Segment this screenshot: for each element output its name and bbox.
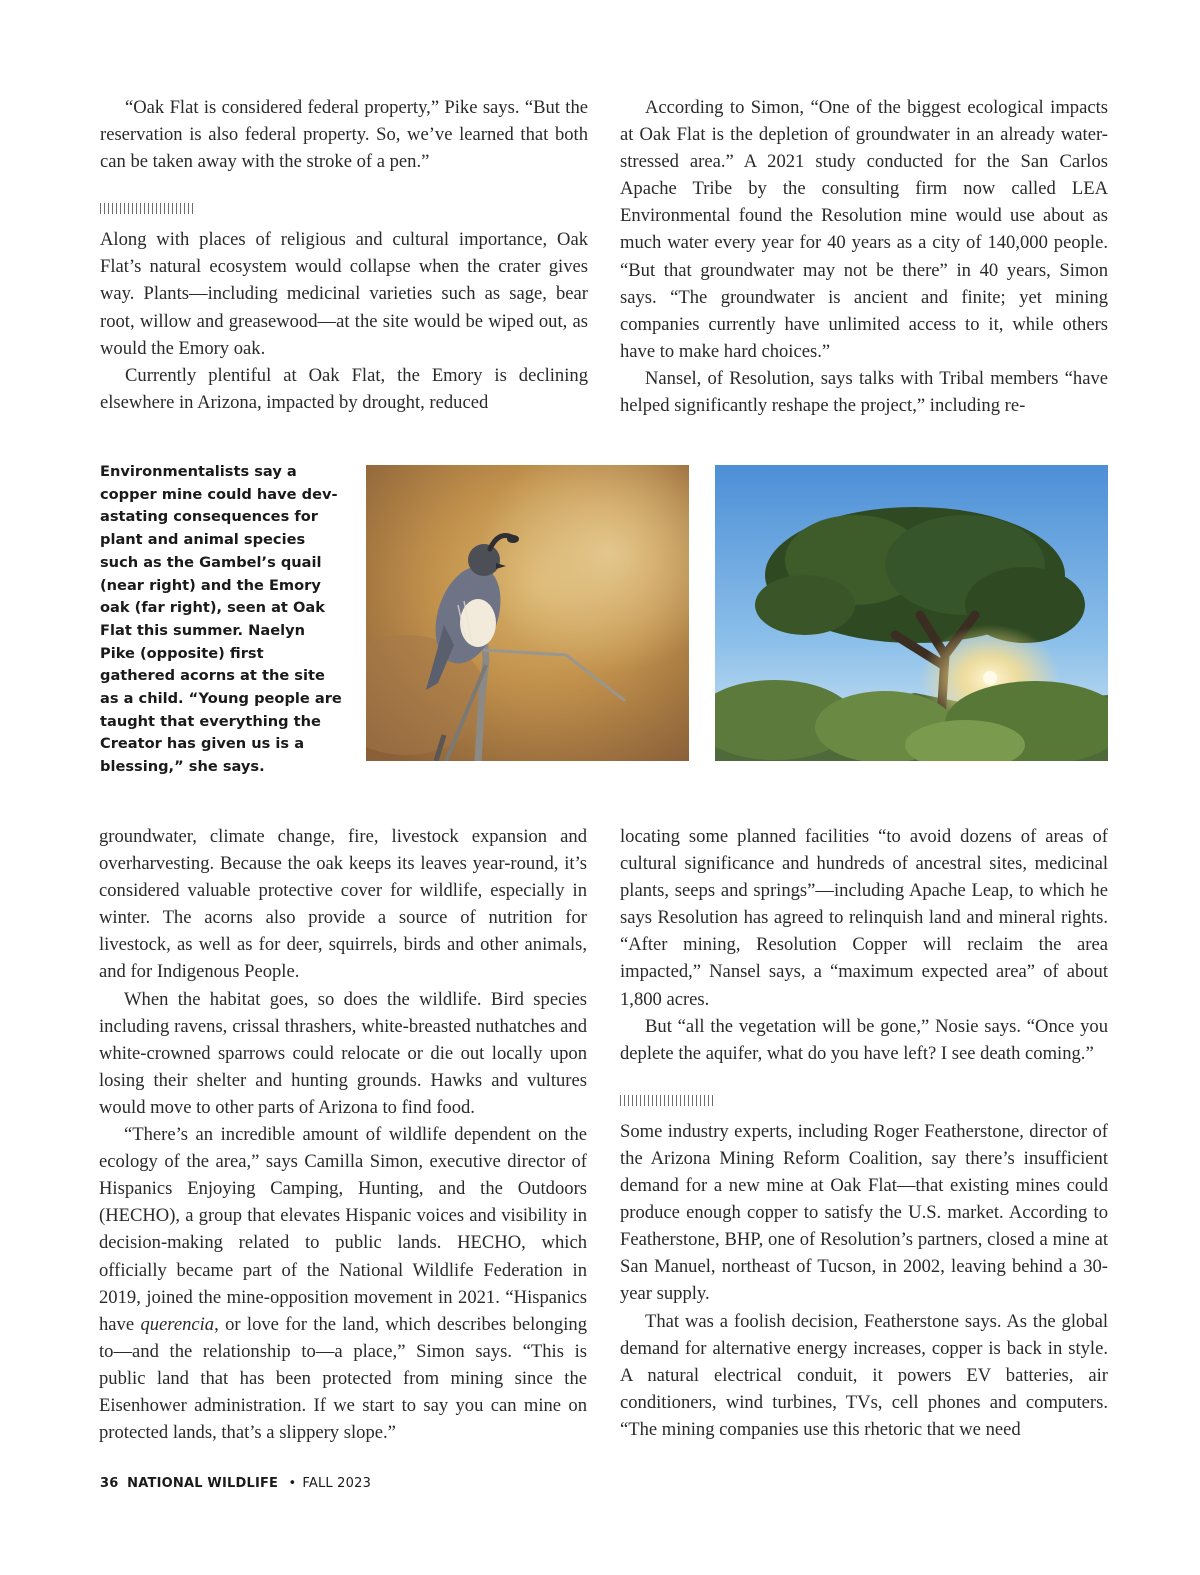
italic-term: querencia (140, 1313, 215, 1335)
paragraph-text: “There’s an incredible amount of wildlife dependent on the ecology of the area,” says Camilla Simon, executive director of Hispanics Enjoying Camping, Hunting, and the Outdoors (HECHO), a group that elevates Hispanic voices and visibility in decision-making related to public lands. HECHO, which officially became part of the National Wildlife Federation in 2019, joined the mine-opposition movement in 2021. “Hispanics have (99, 1124, 587, 1335)
page-number: 36 (100, 1476, 119, 1491)
photo-caption: Environmentalists say a copper mine could have devastating consequences for plant and animal species such as the Gambel’s quail (near right) and the Emory oak (far right), seen at Oak Flat this summer. Naelyn Pike (opposite) first gathered acorns at the site as a child. “Young people are taught that everything the Creator has given us is a blessing,” she says. (100, 463, 342, 776)
paragraph: “Oak Flat is considered federal property,” Pike says. “But the reservation is also federal property. So, we’ve learned that both can be taken away with the stroke of a pen.” (100, 97, 588, 173)
paragraph: locating some planned facilities “to avoid dozens of areas of cultural significance and hundreds of ancestral sites, medicinal plants, seeps and springs”—including Apache Leap, to which he says Resolution has agreed to relinquish land and mineral rights. “After mining, Resolution Copper will reclaim the area impacted,” Nansel says, a “maximum expected area” of about 1,800 acres. (620, 826, 1108, 1010)
paragraph: That was a foolish decision, Featherstone says. As the global demand for alternative energy increases, copper is back in style. A natural electrical conduit, it powers EV batteries, air conditioners, wind turbines, TVs, cell phones and computers. “The mining companies use this rhetoric that we need (620, 1310, 1108, 1440)
footer-separator: • (288, 1476, 297, 1491)
magazine-name: NATIONAL WILDLIFE (127, 1476, 279, 1491)
paragraph: But “all the vegetation will be gone,” Nosie says. “Once you deplete the aquifer, what do you have left? I see death coming.” (620, 1015, 1108, 1064)
emory-oak-photo (715, 465, 1108, 761)
paragraph: When the habitat goes, so does the wildlife. Bird species including ravens, crissal thrashers, white-breasted nuthatches and white-crowned sparrows could relocate or die out locally upon losing their shelter and hunting grounds. Hawks and vultures would move to other parts of Arizona to find food. (99, 988, 587, 1118)
emory-oak-photo-icon (715, 465, 1108, 761)
quail-photo-icon (366, 465, 689, 761)
article-column-bottom-right (620, 823, 1108, 1443)
paragraph-text: , or love for the land, which describes belonging to—and the relationship to—a place,” Simon says. “This is public land that has been protected from mining since the Eisenhower administration. If we start to say you can mine on protected lands, that’s a slippery slope.” (99, 1313, 587, 1444)
paragraph: Some industry experts, including Roger Featherstone, director of the Arizona Mining Reform Coalition, say there’s insufficient demand for a new mine at Oak Flat—that existing mines could produce enough copper to satisfy the U.S. market. According to Featherstone, BHP, one of Resolution’s partners, closed a mine at San Manuel, northeast of Tucson, in 2002, leaving behind a 30-year supply. (620, 1120, 1108, 1305)
quail-photo (366, 465, 689, 761)
paragraph: Currently plentiful at Oak Flat, the Emory is declining elsewhere in Arizona, impacted by drought, reduced (100, 364, 588, 413)
paragraph: groundwater, climate change, fire, livestock expansion and overharvesting. Because the oak keeps its leaves year-round, it’s considered valuable protective cover for wildlife, especially in winter. The acorns also provide a source of nutrition for livestock, as well as for deer, squirrels, birds and other animals, and for Indigenous People. (99, 826, 587, 983)
article-column-top-right (620, 94, 1108, 419)
paragraph: Nansel, of Resolution, says talks with Tribal members “have helped significantly reshape the project,” including re- (620, 367, 1108, 417)
section-divider (100, 203, 196, 214)
paragraph: Along with places of religious and cultural importance, Oak Flat’s natural ecosystem would collapse when the crater gives way. Plants—including medicinal varieties such as sage, bear root, willow and greasewood—at the site would be wiped out, as would the Emory oak. (100, 229, 588, 359)
issue-date: FALL 2023 (302, 1476, 372, 1491)
article-column-top-left (100, 94, 588, 416)
section-divider (620, 1095, 716, 1106)
article-column-bottom-left (99, 823, 587, 1446)
page-footer (100, 1476, 371, 1491)
paragraph: According to Simon, “One of the biggest ecological impacts at Oak Flat is the depletion of groundwater in an already water-stressed area.” A 2021 study conducted for the San Carlos Apache Tribe by the consulting firm now called LEA Environmental found the Resolution mine would use about as much water every year for 40 years as a city of 140,000 people. “But that groundwater may not be there” in 40 years, Simon says. “The groundwater is ancient and finite; yet mining companies currently have unlimited access to it, while others have to make hard choices.” (620, 97, 1108, 362)
paragraph (99, 1121, 587, 1446)
